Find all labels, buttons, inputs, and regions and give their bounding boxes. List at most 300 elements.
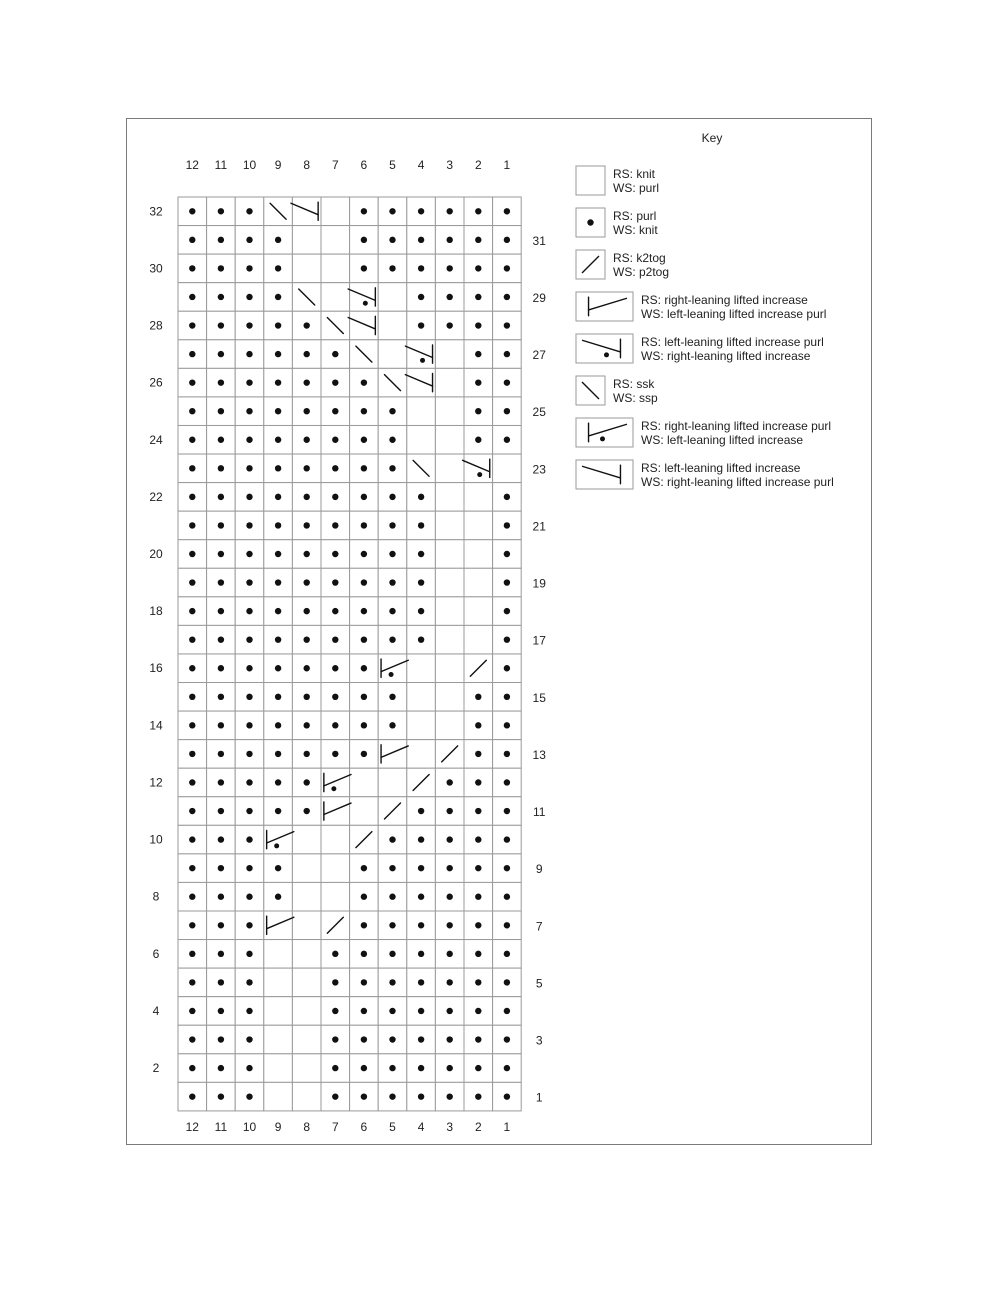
chart-symbol [304, 665, 310, 671]
cell-box [321, 825, 350, 854]
purl-dot [504, 722, 510, 728]
chart-symbol [246, 208, 252, 214]
chart-symbol [504, 865, 510, 871]
chart-symbol [475, 379, 481, 385]
purl-dot [304, 694, 310, 700]
chart-symbol [218, 665, 224, 671]
chart-symbol [475, 694, 481, 700]
chart-symbol [389, 922, 395, 928]
chart-cell [407, 340, 436, 369]
cell-box [292, 197, 321, 226]
chart-symbol [447, 208, 453, 214]
chart-symbol [275, 665, 281, 671]
purl-dot [447, 1065, 453, 1071]
chart-symbol [246, 608, 252, 614]
column-number-top: 8 [303, 158, 311, 172]
key-rs-label: RS: left-leaning lifted increase [641, 461, 801, 475]
purl-dot [332, 1008, 338, 1014]
chart-cell [407, 425, 436, 454]
purl-dot [304, 437, 310, 443]
purl-dot [218, 865, 224, 871]
cell-box [378, 311, 407, 340]
chart-symbol [246, 694, 252, 700]
column-number-top: 4 [417, 158, 425, 172]
purl-dot [475, 208, 481, 214]
purl-dot [504, 237, 510, 243]
chart-cell [435, 625, 464, 654]
row-number-right: 15 [532, 690, 546, 705]
llip-dot [363, 301, 368, 306]
chart-cell [435, 654, 464, 683]
chart-symbol [189, 379, 195, 385]
purl-dot [361, 1036, 367, 1042]
chart-symbol [475, 865, 481, 871]
purl-dot [246, 208, 252, 214]
chart-symbol [304, 722, 310, 728]
cell-box [292, 911, 321, 940]
purl-dot [218, 608, 224, 614]
chart-cell [350, 283, 379, 312]
column-number-top: 7 [331, 158, 339, 172]
purl-dot [275, 379, 281, 385]
purl-dot [189, 636, 195, 642]
chart-cell [464, 625, 493, 654]
purl-dot [389, 865, 395, 871]
cell-box [378, 340, 407, 369]
chart-symbol [218, 922, 224, 928]
chart-symbol [332, 1036, 338, 1042]
purl-dot [218, 922, 224, 928]
chart-symbol [189, 665, 195, 671]
chart-symbol [389, 1065, 395, 1071]
chart-symbol [218, 379, 224, 385]
purl-dot [218, 1008, 224, 1014]
purl-dot [418, 836, 424, 842]
purl-dot [189, 694, 195, 700]
purl-dot [218, 294, 224, 300]
chart-symbol [275, 522, 281, 528]
purl-dot [246, 894, 252, 900]
chart-symbol [189, 294, 195, 300]
purl-dot [189, 836, 195, 842]
purl-dot [218, 836, 224, 842]
chart-symbol [504, 779, 510, 785]
chart-symbol [361, 751, 367, 757]
chart-symbol [304, 408, 310, 414]
chart-symbol [218, 894, 224, 900]
purl-dot [246, 779, 252, 785]
chart-symbol [361, 865, 367, 871]
cell-box [292, 1025, 321, 1054]
purl-dot [332, 1036, 338, 1042]
chart-symbol [304, 579, 310, 585]
row-number-left: 30 [149, 261, 163, 276]
cell-box [464, 625, 493, 654]
chart-symbol [246, 894, 252, 900]
purl-dot [475, 808, 481, 814]
purl-dot [246, 979, 252, 985]
purl-dot [418, 1093, 424, 1099]
purl-dot [361, 265, 367, 271]
chart-cell [292, 1025, 321, 1054]
cell-box [464, 540, 493, 569]
purl-dot [189, 1036, 195, 1042]
purl-dot [447, 808, 453, 814]
purl-dot [389, 951, 395, 957]
purl-dot [504, 265, 510, 271]
purl-dot [189, 751, 195, 757]
purl-dot [361, 608, 367, 614]
purl-dot [218, 265, 224, 271]
chart-frame [126, 118, 872, 1145]
cell-box [435, 568, 464, 597]
chart-symbol [361, 494, 367, 500]
purl-dot [418, 865, 424, 871]
chart-symbol [218, 465, 224, 471]
purl-dot [447, 922, 453, 928]
purl-dot [218, 494, 224, 500]
chart-cell [264, 1054, 293, 1083]
cell-box [378, 768, 407, 797]
purl-dot [475, 922, 481, 928]
chart-symbol [246, 636, 252, 642]
rlip-dot [274, 843, 279, 848]
purl-dot [475, 265, 481, 271]
purl-dot [304, 751, 310, 757]
chart-symbol [275, 465, 281, 471]
purl-dot [218, 322, 224, 328]
purl-dot [475, 408, 481, 414]
cell-box [464, 483, 493, 512]
key-swatch [576, 334, 633, 363]
purl-dot [304, 351, 310, 357]
purl-dot [475, 322, 481, 328]
chart-cell [378, 740, 407, 769]
chart-symbol [189, 836, 195, 842]
purl-dot [218, 665, 224, 671]
purl-dot [447, 322, 453, 328]
chart-symbol [361, 208, 367, 214]
chart-symbol [475, 1065, 481, 1071]
purl-dot [246, 465, 252, 471]
purl-dot [189, 494, 195, 500]
purl-dot [361, 237, 367, 243]
purl-dot [246, 408, 252, 414]
purl-dot [389, 636, 395, 642]
chart-symbol [389, 979, 395, 985]
cell-box [407, 711, 436, 740]
purl-dot [332, 379, 338, 385]
key-rs-label: RS: left-leaning lifted increase purl [641, 335, 824, 349]
purl-dot [189, 237, 195, 243]
purl-dot [246, 922, 252, 928]
chart-symbol [418, 836, 424, 842]
chart-symbol [275, 351, 281, 357]
row-number-left: 22 [149, 489, 163, 504]
chart-symbol [389, 1008, 395, 1014]
chart-symbol [475, 437, 481, 443]
purl-dot [189, 379, 195, 385]
chart-symbol [475, 979, 481, 985]
chart-symbol [447, 1065, 453, 1071]
cell-box [264, 825, 293, 854]
llip-dot [477, 472, 482, 477]
chart-cell [321, 854, 350, 883]
chart-symbol [246, 494, 252, 500]
purl-dot [246, 608, 252, 614]
row-number-left: 16 [149, 661, 163, 676]
chart-symbol [361, 951, 367, 957]
purl-dot [246, 1065, 252, 1071]
chart-symbol [504, 237, 510, 243]
row-number-left: 4 [152, 1003, 160, 1018]
purl-dot [218, 808, 224, 814]
purl-dot [361, 922, 367, 928]
chart-cell [464, 597, 493, 626]
chart-symbol [218, 636, 224, 642]
chart-symbol [475, 1093, 481, 1099]
chart-symbol [504, 608, 510, 614]
chart-symbol [304, 322, 310, 328]
chart-symbol [218, 579, 224, 585]
chart-symbol [189, 722, 195, 728]
chart-symbol [361, 694, 367, 700]
cell-box [435, 454, 464, 483]
chart-symbol [304, 465, 310, 471]
chart-symbol [275, 579, 281, 585]
key-item-llip [576, 334, 824, 363]
key-swatch [576, 166, 605, 195]
chart-symbol [332, 408, 338, 414]
chart-symbol [218, 1065, 224, 1071]
chart-symbol [504, 636, 510, 642]
chart-symbol [447, 1008, 453, 1014]
key-ws-label: WS: right-leaning lifted increase purl [641, 475, 834, 489]
chart-symbol [389, 208, 395, 214]
cell-box [292, 997, 321, 1026]
chart-symbol [189, 751, 195, 757]
purl-dot [475, 1036, 481, 1042]
chart-symbol [275, 408, 281, 414]
chart-cell [321, 797, 350, 826]
purl-dot [332, 1093, 338, 1099]
cell-box [464, 511, 493, 540]
chart-symbol [246, 1065, 252, 1071]
purl-dot [304, 379, 310, 385]
purl-dot [361, 694, 367, 700]
column-number-top: 11 [214, 158, 228, 172]
chart-cell [321, 254, 350, 283]
purl-dot [275, 351, 281, 357]
chart-symbol [246, 551, 252, 557]
purl-dot [246, 437, 252, 443]
chart-symbol [361, 636, 367, 642]
key-item-rli [576, 292, 826, 321]
chart-symbol [332, 665, 338, 671]
purl-dot [447, 779, 453, 785]
purl-dot [418, 636, 424, 642]
chart-symbol [332, 1093, 338, 1099]
chart-symbol [189, 922, 195, 928]
chart-symbol [275, 694, 281, 700]
row-number-right: 29 [532, 290, 546, 305]
row-number-left: 26 [149, 375, 163, 390]
purl-dot [418, 922, 424, 928]
purl-dot [504, 494, 510, 500]
chart-cell [407, 711, 436, 740]
chart-symbol [218, 522, 224, 528]
purl-dot [189, 722, 195, 728]
chart-symbol [389, 265, 395, 271]
chart-cell [407, 654, 436, 683]
chart-symbol [218, 951, 224, 957]
chart-symbol [304, 351, 310, 357]
purl-dot [189, 579, 195, 585]
chart-symbol [218, 294, 224, 300]
chart-symbol [218, 351, 224, 357]
purl-dot [361, 551, 367, 557]
purl-dot [475, 979, 481, 985]
chart-symbol [418, 579, 424, 585]
chart-symbol [246, 751, 252, 757]
chart-symbol [332, 951, 338, 957]
chart-symbol [418, 551, 424, 557]
chart-symbol [189, 694, 195, 700]
purl-dot [418, 551, 424, 557]
chart-symbol [361, 1093, 367, 1099]
chart-symbol [189, 551, 195, 557]
chart-cell [435, 597, 464, 626]
purl-dot [504, 665, 510, 671]
purl-dot [189, 894, 195, 900]
key-ws-label: WS: right-leaning lifted increase [641, 349, 811, 363]
purl-dot [218, 1093, 224, 1099]
chart-symbol [475, 408, 481, 414]
purl-dot [361, 951, 367, 957]
chart-symbol [246, 437, 252, 443]
chart-cell [264, 1025, 293, 1054]
chart-symbol [218, 979, 224, 985]
purl-dot [275, 322, 281, 328]
chart-symbol [332, 437, 338, 443]
purl-dot [475, 351, 481, 357]
chart-symbol [189, 894, 195, 900]
purl-dot [189, 865, 195, 871]
purl-dot [361, 494, 367, 500]
purl-dot [389, 437, 395, 443]
cell-box [407, 340, 436, 369]
cell-box [292, 226, 321, 255]
purl-dot [332, 951, 338, 957]
chart-cell [407, 683, 436, 712]
chart-symbol [447, 865, 453, 871]
chart-symbol [189, 237, 195, 243]
purl-dot [418, 579, 424, 585]
chart-cell [435, 340, 464, 369]
cell-box [435, 368, 464, 397]
column-number-top: 12 [185, 158, 199, 172]
chart-symbol [389, 865, 395, 871]
chart-symbol [275, 636, 281, 642]
purl-dot [275, 694, 281, 700]
purl-dot [504, 551, 510, 557]
chart-symbol [447, 922, 453, 928]
chart-symbol [189, 522, 195, 528]
chart-symbol [189, 579, 195, 585]
purl-dot [189, 779, 195, 785]
chart-cell [264, 997, 293, 1026]
column-number-top: 6 [360, 158, 368, 172]
cell-box [264, 968, 293, 997]
chart-cell [292, 825, 321, 854]
cell-box [407, 740, 436, 769]
purl-dot [218, 979, 224, 985]
chart-symbol [361, 522, 367, 528]
purl-dot [389, 894, 395, 900]
purl-dot [246, 694, 252, 700]
purl-dot [504, 1065, 510, 1071]
purl-dot [418, 265, 424, 271]
purl-dot [361, 636, 367, 642]
chart-cell [321, 283, 350, 312]
chart-symbol [361, 922, 367, 928]
chart-symbol [246, 722, 252, 728]
key-rs-label: RS: right-leaning lifted increase [641, 293, 808, 307]
purl-dot [389, 922, 395, 928]
purl-dot [332, 722, 338, 728]
chart-symbol [361, 408, 367, 414]
purl-dot [246, 237, 252, 243]
purl-dot [504, 351, 510, 357]
purl-dot [447, 265, 453, 271]
chart-symbol [189, 808, 195, 814]
key-rs-label: RS: right-leaning lifted increase purl [641, 419, 832, 433]
chart-symbol [418, 922, 424, 928]
purl-dot [475, 1008, 481, 1014]
purl-dot [447, 1008, 453, 1014]
purl-dot [475, 951, 481, 957]
purl-dot [189, 951, 195, 957]
purl-dot [275, 465, 281, 471]
chart-symbol [332, 522, 338, 528]
chart-cell [435, 368, 464, 397]
purl-dot [218, 351, 224, 357]
chart-symbol [275, 294, 281, 300]
purl-dot [361, 894, 367, 900]
chart-symbol [418, 237, 424, 243]
chart-symbol [218, 808, 224, 814]
purl-dot [304, 494, 310, 500]
chart-symbol [218, 694, 224, 700]
chart-symbol [218, 865, 224, 871]
chart-symbol [475, 779, 481, 785]
purl-dot [218, 551, 224, 557]
purl-dot [361, 379, 367, 385]
purl-dot [275, 722, 281, 728]
key-ws-label: WS: left-leaning lifted increase [641, 433, 804, 447]
chart-symbol [418, 1036, 424, 1042]
chart-symbol [389, 1036, 395, 1042]
chart-cell [264, 968, 293, 997]
key-item-knit [576, 166, 659, 195]
chart-symbol [304, 808, 310, 814]
chart-cell [435, 540, 464, 569]
purl-dot [218, 465, 224, 471]
cell-box [264, 997, 293, 1026]
chart-symbol [275, 494, 281, 500]
purl-dot [332, 751, 338, 757]
key-item-purl [576, 208, 658, 237]
